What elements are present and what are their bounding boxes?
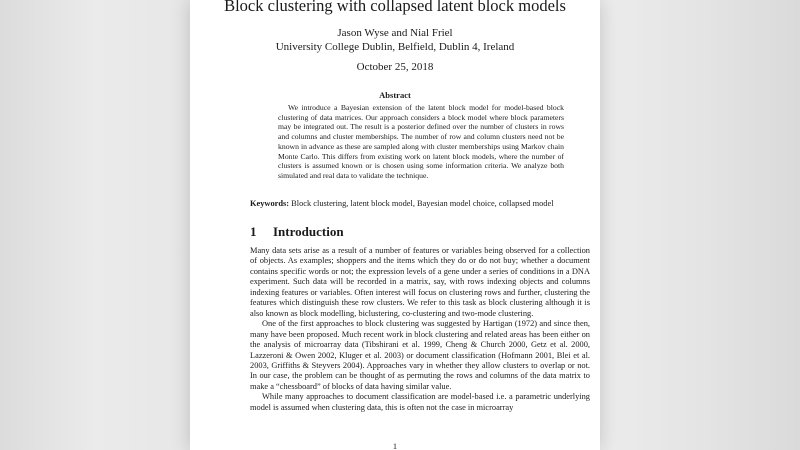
keywords-line: [250, 198, 590, 209]
keywords-text: Block clustering, latent block model, Bayesian model choice, collapsed model: [291, 199, 554, 208]
abstract-heading: Abstract: [379, 90, 411, 100]
paper-date: October 25, 2018: [356, 61, 434, 73]
section-heading: [250, 224, 344, 240]
intro-paragraph-2: One of the first approaches to block clustering was suggested by Hartigan (1972) and since then, many have been proposed. Much recent work in block clustering and related areas has been either on the analysis of microarray data (Tibshirani et al. 1999, Cheng & Church 2000, Getz et al. 2000, Lazzeroni & Owen 2002, Kluger et al. 2003) or document classification (Hofmann 2001, Blei et al. 2003, Griffiths & Steyvers 2004). Approaches vary in whether they allow clusters to overlap or not. In our case, the problem can be thought of as permuting the rows and columns of the data matrix to make a “chessboard” of blocks of data having similar value.: [250, 319, 590, 391]
introduction-body: [250, 246, 590, 413]
paper-title: Block clustering with collapsed latent block models: [224, 0, 566, 15]
author-affiliation: University College Dublin, Belfield, Dublin 4, Ireland: [275, 41, 515, 53]
abstract-text: We introduce a Bayesian extension of the latent block model for model-based block clustering of data matrices. Our approach considers a block model where block parameters may be integrated out. The result is a posterior defined over the number of clusters in rows and columns and cluster memberships. The number of row and column clusters need not be known in advance as these are sampled along with cluster memberships using Markov chain Monte Carlo. This differs from existing work on latent block models, where the number of clusters is assumed known or is chosen using some information criteria. We analyze both simulated and real data to validate the technique.: [278, 103, 564, 180]
page-number: 1: [392, 442, 398, 450]
author-block: [190, 26, 600, 54]
paper-page: [190, 0, 600, 450]
intro-paragraph-3: While many approaches to document classification are model-based i.e. a parametric underlying model is assumed when clustering data, this is often not the case in microarray: [250, 392, 590, 412]
keywords-label: Keywords:: [250, 199, 290, 208]
intro-paragraph-1: Many data sets arise as a result of a number of features or variables being observed for a collection of objects. As examples; shoppers and the items which they do or do not buy; whether a document contains specific words or not; the expression levels of a gene under a series of conditions in a DNA experiment. Such data will be recorded in a matrix, say, with rows indexing objects and columns indexing features or variables. Often interest will focus on clustering rows and further, clustering the features which distinguish these row clusters. We refer to this task as block clustering although it is also known as block modelling, biclustering, co-clustering and two-mode clustering.: [250, 246, 590, 318]
section-title: Introduction: [273, 224, 344, 239]
section-number: 1: [250, 224, 257, 239]
author-names: Jason Wyse and Nial Friel: [337, 27, 453, 39]
